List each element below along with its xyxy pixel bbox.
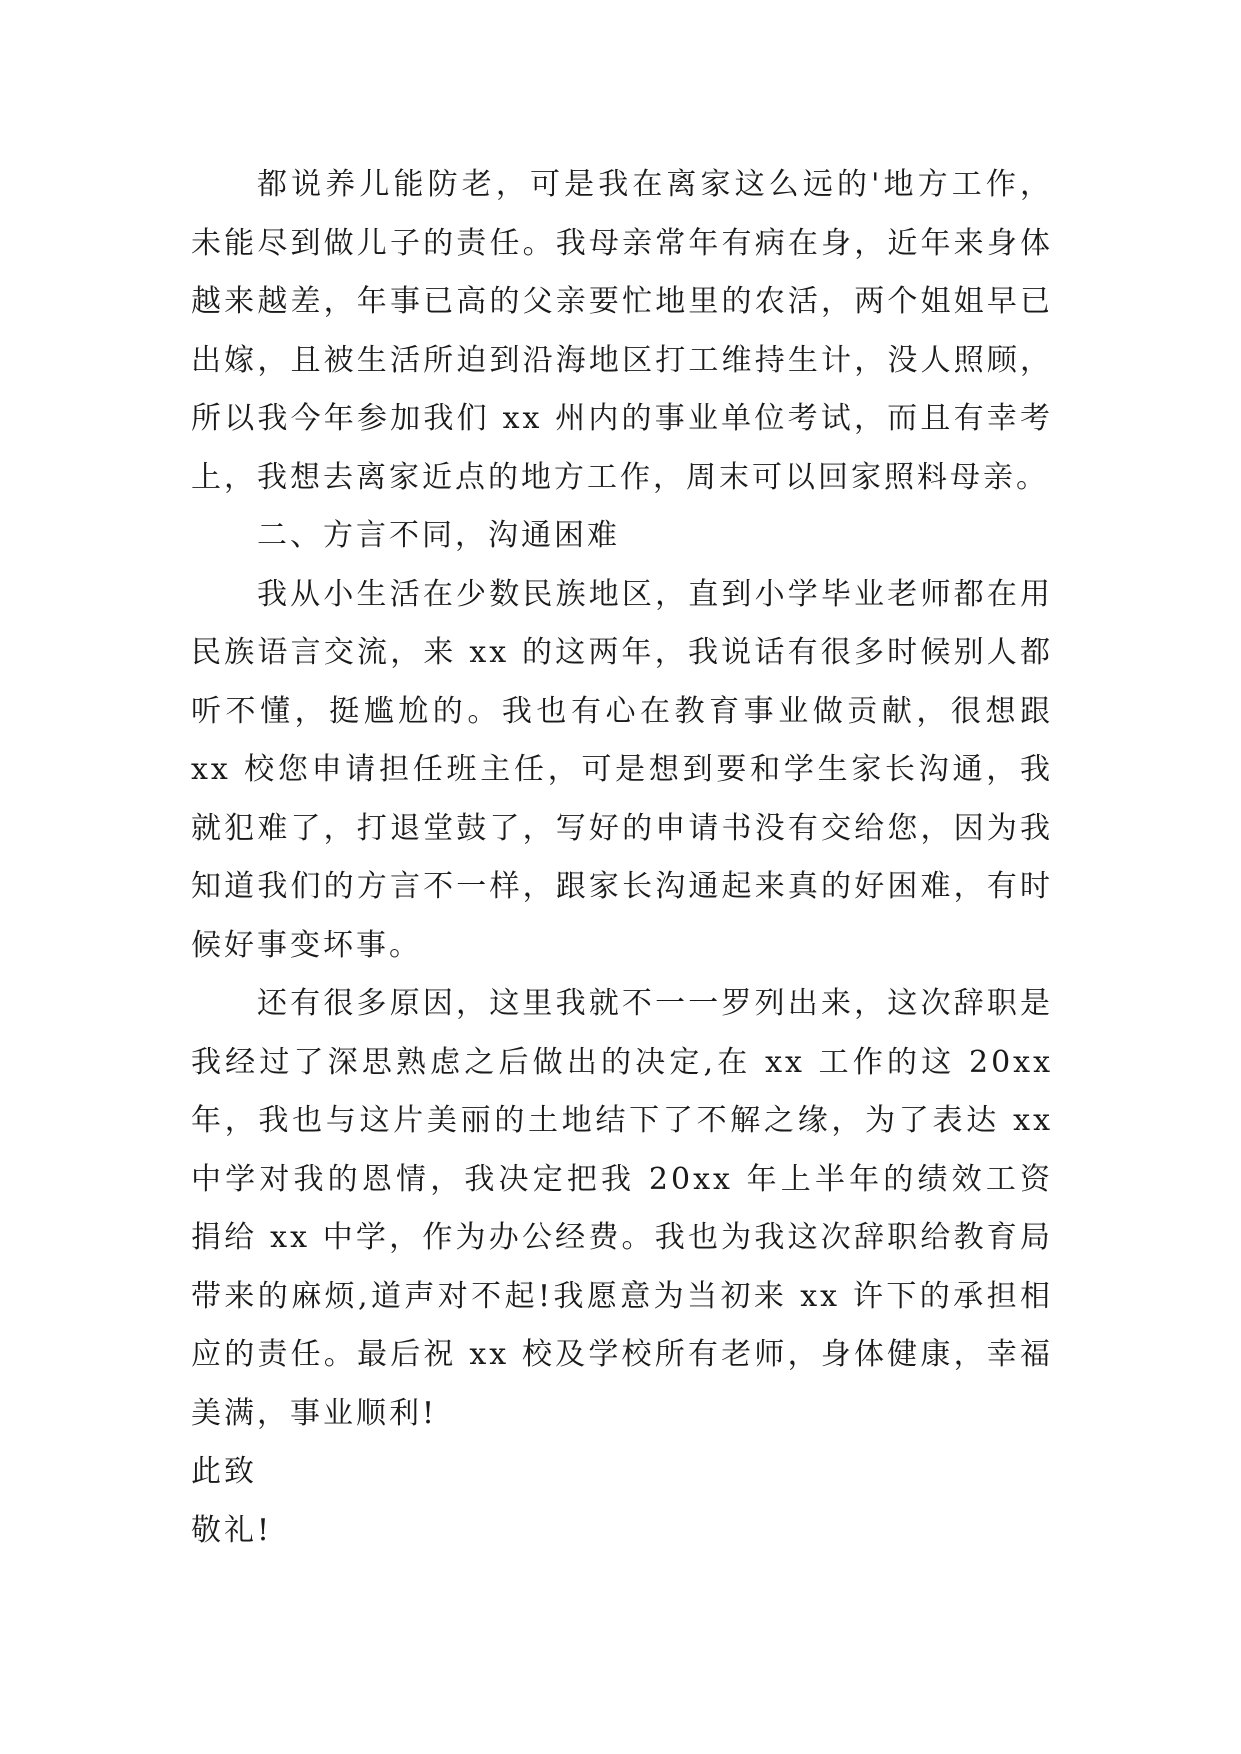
salutation-line: 敬礼! [191,1512,273,1548]
document-body [191,156,1053,1560]
paragraph-filial-duty: 都说养儿能防老，可是我在离家这么远的'地方工作，未能尽到做儿子的责任。我母亲常年有病在身，近年来身体越来越差，年事已高的父亲要忙地里的农活，两个姐姐早已出嫁，且被生活所迫到沿海地区打工维持生计，没人照顾，所以我今年参加我们 xx 州内的事业单位考试，而且有幸考上，我想去离家近点的地方工作，周末可以回家照料母亲。 [191,167,1053,495]
closing-line: 此致 [191,1454,257,1489]
section-heading-dialect: 二、方言不同，沟通困难 [257,518,620,553]
paragraph-dialect: 我从小生活在少数民族地区，直到小学毕业老师都在用民族语言交流，来 xx 的这两年，我说话有很多时候别人都听不懂，挺尴尬的。我也有心在教育事业做贡献，很想跟 xx 校您申请担任班主任，可是想到要和学生家长沟通，我就犯难了，打退堂鼓了，写好的申请书没有交给您，因为我知道我们的方言不一样，跟家长沟通起来真的好困难，有时候好事变坏事。 [191,576,1053,963]
paragraph-resignation-decision: 还有很多原因，这里我就不一一罗列出来，这次辞职是我经过了深思熟虑之后做出的决定,在 xx 工作的这 20xx 年，我也与这片美丽的土地结下了不解之缘，为了表达 xx 中学对我的恩情，我决定把我 20xx 年上半年的绩效工资捐给 xx 中学，作为办公经费。我也为我这次辞职给教育局带来的麻烦,道声对不起!我愿意为当初来 xx 许下的承担相应的责任。最后祝 xx 校及学校所有老师，身体健康，幸福美满，事业顺利! [191,986,1053,1431]
